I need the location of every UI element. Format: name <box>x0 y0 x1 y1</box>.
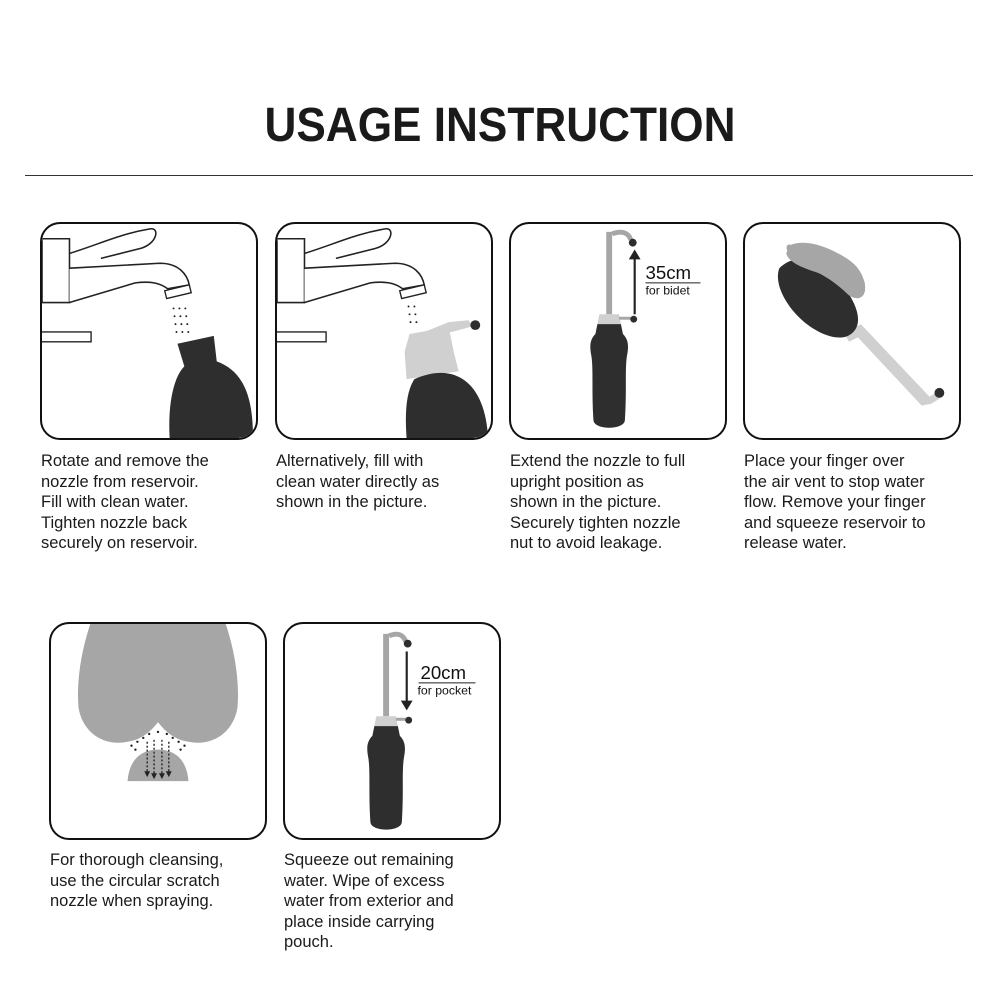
title-divider <box>25 175 973 176</box>
step-1-caption: Rotate and remove the nozzle from reservoir. Fill with clean water. Tighten nozzle back securely on reservoir. <box>41 452 209 552</box>
bottle-extended-icon <box>511 224 725 438</box>
page-title: USAGE INSTRUCTION <box>264 99 736 152</box>
step-2-caption: Alternatively, fill with clean water directly as shown in the picture. <box>276 452 440 511</box>
step-3-caption: Extend the nozzle to full upright position as shown in the picture. Securely tighten nozzle nut to avoid leakage. <box>510 452 686 552</box>
measure-note-pocket: for pocket <box>417 683 472 698</box>
step-6-caption: Squeeze out remaining water. Wipe of excess water from exterior and place inside carrying pouch. <box>284 851 454 951</box>
step-6-illustration <box>283 622 501 840</box>
step-1-illustration <box>40 222 258 440</box>
step-5-caption: For thorough cleansing, use the circular scratch nozzle when spraying. <box>50 851 224 910</box>
measure-note-bidet: for bidet <box>645 283 690 298</box>
bottle-retracted-icon <box>285 624 499 838</box>
finger-vent-icon <box>745 224 959 438</box>
step-4-caption: Place your finger over the air vent to stop water flow. Remove your finger and squeeze reservoir to release water. <box>744 452 926 552</box>
faucet-bottle-icon <box>42 224 256 438</box>
step-2-illustration <box>275 222 493 440</box>
step-5-illustration <box>49 622 267 840</box>
step-4-illustration <box>743 222 961 440</box>
faucet-fill-icon <box>277 224 491 438</box>
step-3-illustration <box>509 222 727 440</box>
measure-35cm: 35cm <box>645 261 692 283</box>
measure-20cm: 20cm <box>420 661 467 683</box>
circular-nozzle-icon <box>51 624 265 838</box>
